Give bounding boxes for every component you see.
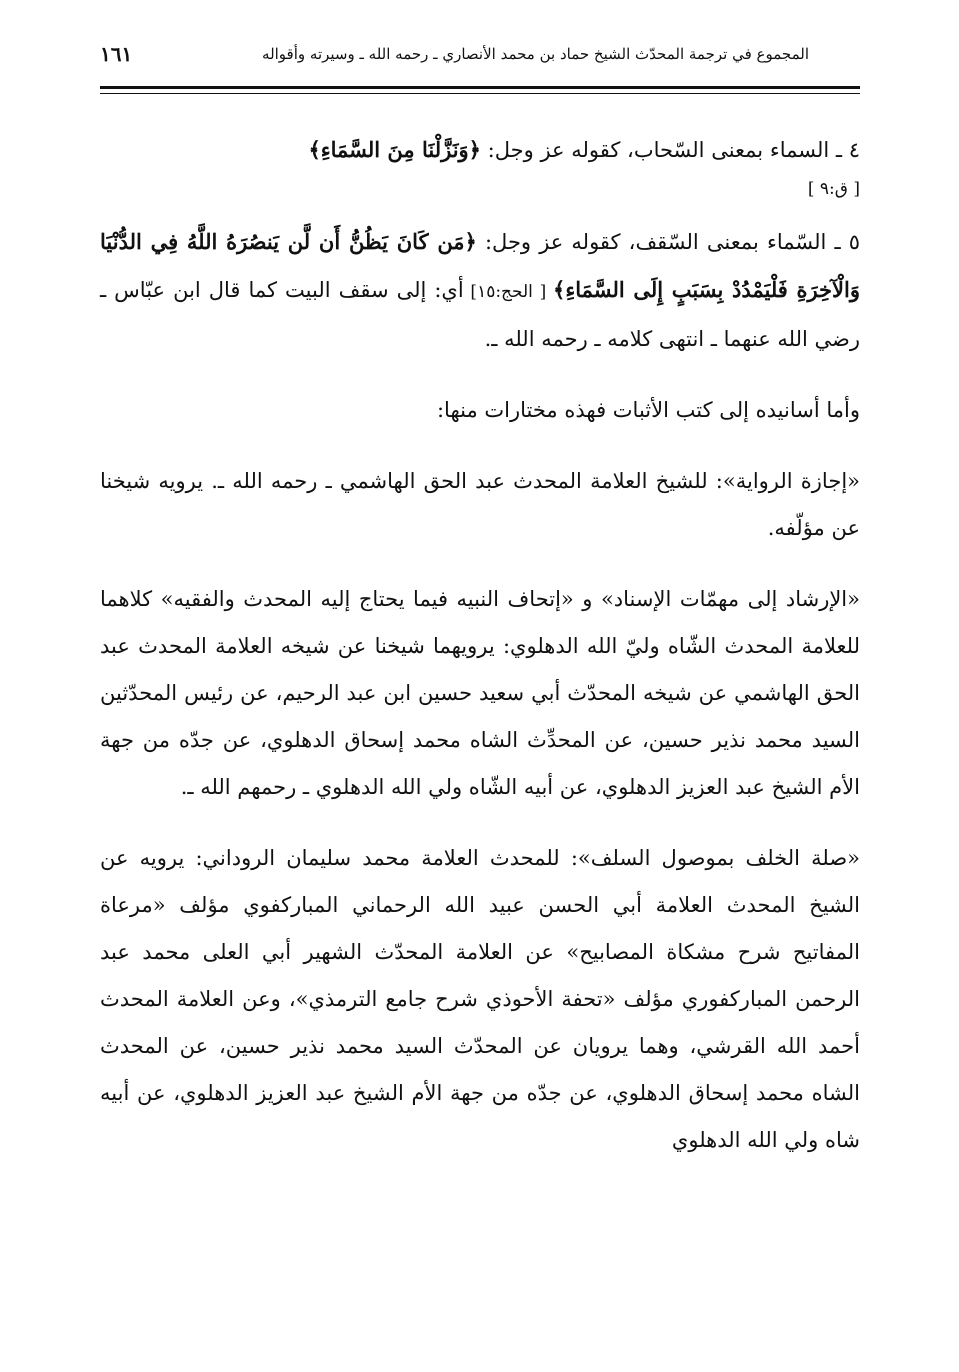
paragraph-ijazat-al-riwaya: «إجازة الرواية»: للشيخ العلامة المحدث عبد الحق الهاشمي ـ رحمه الله ـ. يرويه شيخنا عن مؤلّفه. xyxy=(100,469,860,540)
paragraph-al-irshad: «الإرشاد إلى مهمّات الإسناد» و «إتحاف النبيه فيما يحتاج إليه المحدث والفقيه» كلاهما للعلامة المحدث الشّاه وليّ الله الدهلوي: يرويهما شيخنا عن شيخه العلامة المحدث عبد الحق الهاشمي عن شيخه المحدّث أبي سعيد حسين ابن عبد الرحيم، عن رئيس المحدّثين السيد محمد نذير حسين، عن المحدِّث الشاه محمد إسحاق الدهلوي، عن جدّه من جهة الأم الشيخ عبد العزيز الدهلوي، عن أبيه الشّاه ولي الله الدهلوي ـ رحمهم الله ـ. xyxy=(100,587,860,799)
header-rule-thin xyxy=(100,93,860,94)
quran-verse-1: ﴿وَنَزَّلْنَا مِنَ السَّمَاءِ﴾ xyxy=(308,137,481,162)
paragraph-5-lead: ٥ ـ السّماء بمعنى السّقف، كقوله عز وجل: xyxy=(476,230,860,254)
running-title: المجموع في ترجمة المحدّث الشيخ حماد بن محمد الأنصاري ـ رحمه الله ـ وسيرته وأقواله xyxy=(262,45,809,63)
quran-verse-2: ﴿مَن كَانَ يَظُنُّ أَن لَّن يَنصُرَهُ اللَّهُ فِي الدُّنْيَا وَالْآخِرَةِ فَلْيَمْدُدْ بِسَبَبٍ إِلَى السَّمَاءِ﴾ xyxy=(100,229,860,302)
header-rule-thick xyxy=(100,86,860,89)
verse-reference-1: [ ق:٩ ] xyxy=(807,179,860,199)
paragraph-meaning-5 xyxy=(100,218,860,363)
paragraph-meaning-4 xyxy=(100,126,860,174)
paragraph-5-rest: أي: إلى سقف البيت كما قال ابن عبّاس ـ رضي الله عنهما ـ انتهى كلامه ـ رحمه الله ـ. xyxy=(100,278,860,351)
paragraph-asanid-intro: وأما أسانيده إلى كتب الأثبات فهذه مختارات منها: xyxy=(436,398,860,422)
verse-reference-2: [ الحج:١٥] xyxy=(463,282,554,302)
paragraph-silat-al-khalaf: «صلة الخلف بموصول السلف»: للمحدث العلامة محمد سليمان الروداني: يرويه عن الشيخ المحدث العلامة أبي الحسن عبيد الله الرحماني المباركفوي مؤلف «مرعاة المفاتيح شرح مشكاة المصابيح» عن العلامة المحدّث الشهير أبي العلى محمد عبد الرحمن المباركفوري مؤلف «تحفة الأحوذي شرح جامع الترمذي»، وعن العلامة المحدث أحمد الله القرشي، وهما يرويان عن المحدّث السيد محمد نذير حسين، عن المحدث الشاه محمد إسحاق الدهلوي، عن جدّه من جهة الأم الشيخ عبد العزيز الدهلوي، عن أبيه شاه ولي الله الدهلوي xyxy=(100,846,860,1152)
body-text xyxy=(100,126,860,1188)
page-number: ١٦١ xyxy=(100,42,133,66)
paragraph-4-lead: ٤ ـ السماء بمعنى السّحاب، كقوله عز وجل: xyxy=(481,138,860,162)
